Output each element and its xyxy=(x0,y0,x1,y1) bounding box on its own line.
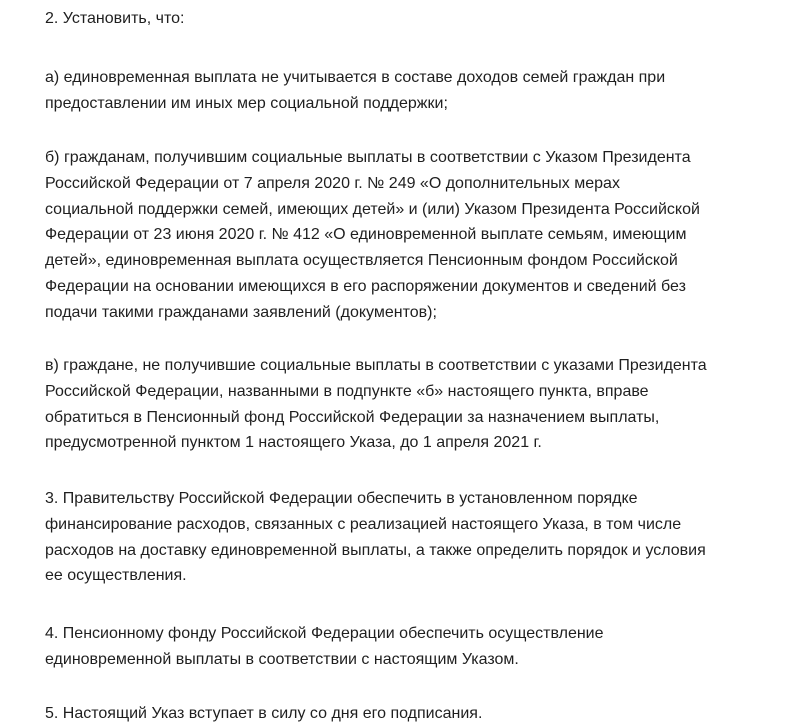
text-line: Российской Федерации от 7 апреля 2020 г. № 249 «О дополнительных мерах xyxy=(45,174,620,192)
text-line: предоставлении им иных мер социальной поддержки; xyxy=(45,94,448,112)
text-line: единовременной выплаты в соответствии с настоящим Указом. xyxy=(45,650,519,668)
paragraph-2 xyxy=(45,6,184,32)
text-line: б) гражданам, получившим социальные выплаты в соответствии с Указом Президента xyxy=(45,149,691,166)
text-line: 5. Настоящий Указ вступает в силу со дня его подписания. xyxy=(45,705,483,722)
text-line: финансирование расходов, связанных с реализацией настоящего Указа, в том числе xyxy=(45,515,682,533)
text-line: в) граждане, не получившие социальные выплаты в соответствии с указами Президента xyxy=(45,357,707,374)
text-line: социальной поддержки семей, имеющих детей» и (или) Указом Президента Российской xyxy=(45,200,700,218)
text-line: детей», единовременная выплата осуществляется Пенсионным фондом Российской xyxy=(45,252,678,270)
paragraph-3 xyxy=(45,486,706,589)
text-line: 4. Пенсионному фонду Российской Федерации обеспечить осуществление xyxy=(45,625,604,642)
text-line: обратиться в Пенсионный фонд Российской Федерации за назначением выплаты, xyxy=(45,408,660,426)
paragraph-2b xyxy=(45,145,700,326)
text-line: ее осуществления. xyxy=(45,567,187,585)
text-line: Российской Федерации, названными в подпункте «б» настоящего пункта, вправе xyxy=(45,382,649,400)
paragraph-5 xyxy=(45,701,482,727)
paragraph-2v xyxy=(45,353,707,456)
paragraph-2a xyxy=(45,65,665,117)
text-line: а) единовременная выплата не учитывается в составе доходов семей граждан при xyxy=(45,69,666,86)
text-line: 3. Правительству Российской Федерации обеспечить в установленном порядке xyxy=(45,490,638,507)
text-line: расходов на доставку единовременной выплаты, а также определить порядок и условия xyxy=(45,541,706,559)
text-line: Федерации от 23 июня 2020 г. № 412 «О единовременной выплате семьям, имеющим xyxy=(45,226,687,244)
text-line: предусмотренной пунктом 1 настоящего Указа, до 1 апреля 2021 г. xyxy=(45,434,542,452)
text-line: подачи такими гражданами заявлений (документов); xyxy=(45,303,437,321)
text-line: 2. Установить, что: xyxy=(45,10,185,27)
paragraph-4 xyxy=(45,621,604,673)
text-line: Федерации на основании имеющихся в его распоряжении документов и сведений без xyxy=(45,277,686,295)
